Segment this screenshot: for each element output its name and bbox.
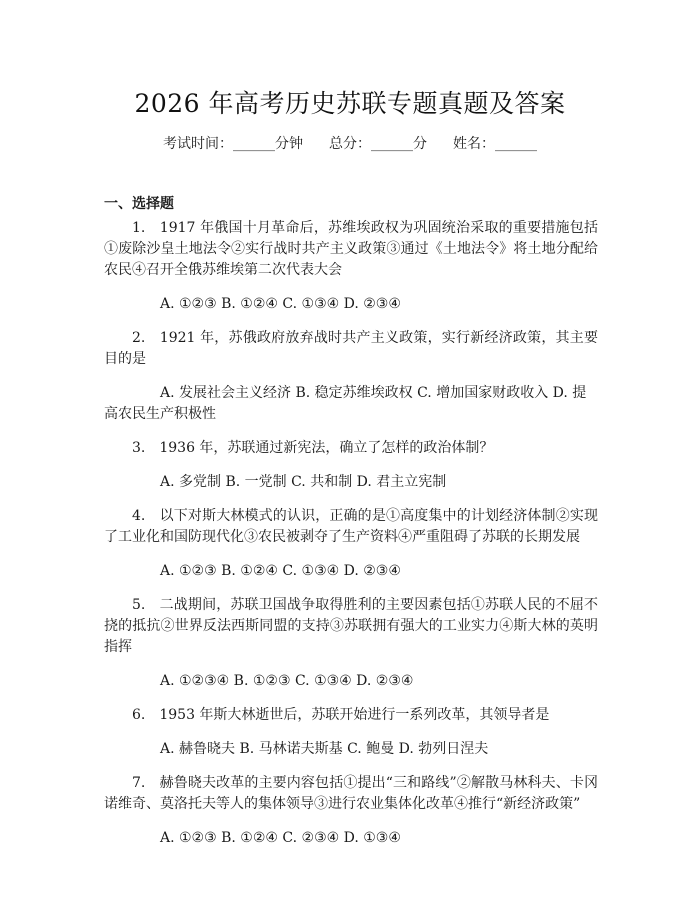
question-options: A. ①②③④ B. ①②③ C. ①③④ D. ②③④ [160, 673, 414, 689]
question-options: A. ①②③ B. ①②④ C. ①③④ D. ②③④ [160, 563, 401, 579]
student-name-field: 姓名：______ [453, 136, 537, 152]
section-heading: 一、选择题 [104, 196, 174, 212]
question-stem: 1. 1917 年俄国十月革命后，苏维埃政权为巩固统治采取的重要措施包括①废除沙皇土地法令②实行战时共产主义政策③通过《土地法令》将土地分配给农民④召开全俄苏维埃第二次代表大会 [104, 220, 598, 278]
question-stem: 7. 赫鲁晓夫改革的主要内容包括①提出“三和路线”②解散马林科夫、卡冈诺维奇、莫洛托夫等人的集体领导③进行农业集体化改革④推行“新经济政策” [104, 775, 598, 812]
page-title: 2026 年高考历史苏联专题真题及答案 [134, 89, 566, 118]
question-options: A. 多党制 B. 一党制 C. 共和制 D. 君主立宪制 [160, 474, 447, 490]
question-options: A. 发展社会主义经济 B. 稳定苏维埃政权 C. 增加国家财政收入 D. 提高农民生产积极性 [104, 385, 587, 422]
total-score-field: 总分：______分 [329, 136, 427, 152]
question-options: A. ①②③ B. ①②④ C. ①③④ D. ②③④ [160, 296, 401, 312]
question-options: A. 赫鲁晓夫 B. 马林诺夫斯基 C. 鲍曼 D. 勃列日涅夫 [160, 741, 489, 757]
question-stem: 5. 二战期间，苏联卫国战争取得胜利的主要因素包括①苏联人民的不屈不挠的抵抗②世界反法西斯同盟的支持③苏联拥有强大的工业实力④斯大林的英明指挥 [104, 597, 598, 655]
question-stem: 6. 1953 年斯大林逝世后，苏联开始进行一系列改革，其领导者是 [132, 707, 550, 723]
question-stem: 4. 以下对斯大林模式的认识，正确的是①高度集中的计划经济体制②实现了工业化和国防现代化③农民被剥夺了生产资料④严重阻碍了苏联的长期发展 [104, 508, 598, 545]
question-options: A. ①②③ B. ①②④ C. ②③④ D. ①③④ [160, 830, 401, 846]
question-stem: 3. 1936 年，苏联通过新宪法，确立了怎样的政治体制？ [132, 440, 494, 456]
exam-meta-line [0, 133, 700, 153]
exam-time-field: 考试时间：______分钟 [163, 136, 303, 152]
question-list [104, 218, 598, 862]
question-stem: 2. 1921 年，苏俄政府放弃战时共产主义政策，实行新经济政策，其主要目的是 [104, 330, 598, 367]
